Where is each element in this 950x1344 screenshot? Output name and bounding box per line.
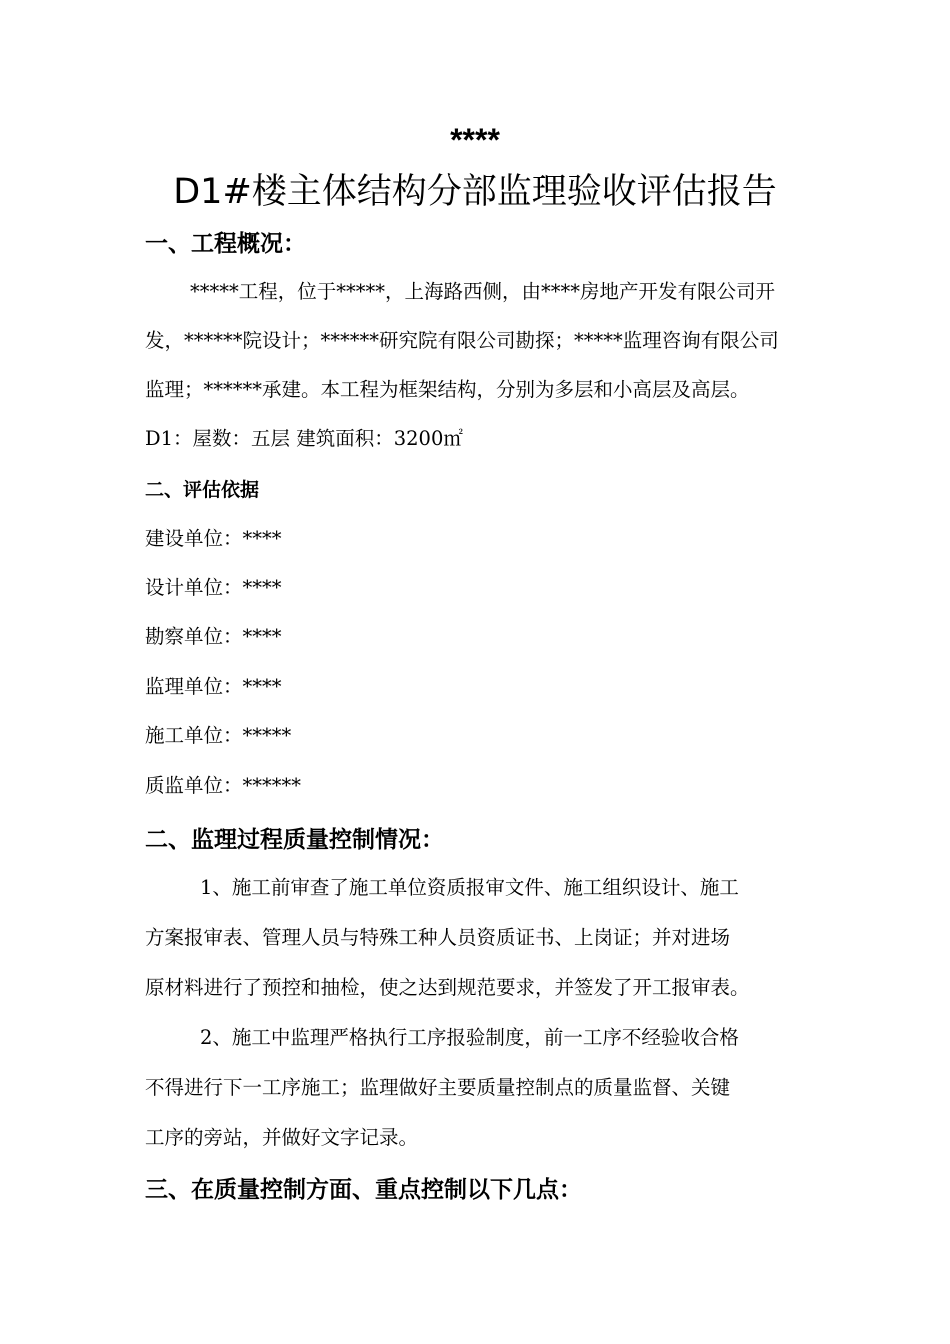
unit-quality-supervision: 质监单位：******: [145, 774, 302, 797]
section-heading-overview: 一、工程概况：: [145, 231, 306, 257]
overview-line-1: *****工程，位于*****，上海路西侧，由****房地产开发有限公司开: [190, 280, 776, 303]
process-para2-line-2: 不得进行下一工序施工；监理做好主要质量控制点的质量监督、关键: [145, 1076, 731, 1099]
section-heading-process: 二、监理过程质量控制情况：: [145, 827, 444, 853]
document-title: D1#楼主体结构分部监理验收评估报告: [173, 172, 777, 212]
process-para1-line-1: 1、施工前审查了施工单位资质报审文件、施工组织设计、施工: [200, 876, 739, 899]
unit-supervision: 监理单位：****: [145, 675, 282, 698]
unit-construction: 建设单位：****: [145, 527, 282, 550]
process-para2-line-3: 工序的旁站，并做好文字记录。: [145, 1126, 419, 1149]
unit-survey: 勘察单位：****: [145, 625, 282, 648]
overview-line-2: 发，******院设计；******研究院有限公司勘探；*****监理咨询有限公司: [145, 329, 779, 352]
process-para2-line-1: 2、施工中监理严格执行工序报验制度，前一工序不经验收合格: [200, 1026, 739, 1049]
section-heading-quality: 三、在质量控制方面、重点控制以下几点：: [145, 1177, 582, 1203]
section-heading-basis: 二、评估依据: [145, 479, 260, 501]
title-stars: ****: [450, 122, 500, 158]
overview-line-3: 监理；******承建。本工程为框架结构，分别为多层和小高层及高层。: [145, 378, 750, 401]
d1-summary-line: D1：屋数：五层 建筑面积：3200㎡: [145, 427, 463, 450]
process-para1-line-3: 原材料进行了预控和抽检，使之达到规范要求，并签发了开工报审表。: [145, 976, 750, 999]
unit-contractor: 施工单位：*****: [145, 724, 292, 747]
unit-design: 设计单位：****: [145, 576, 282, 599]
process-para1-line-2: 方案报审表、管理人员与特殊工种人员资质证书、上岗证；并对进场: [145, 926, 731, 949]
